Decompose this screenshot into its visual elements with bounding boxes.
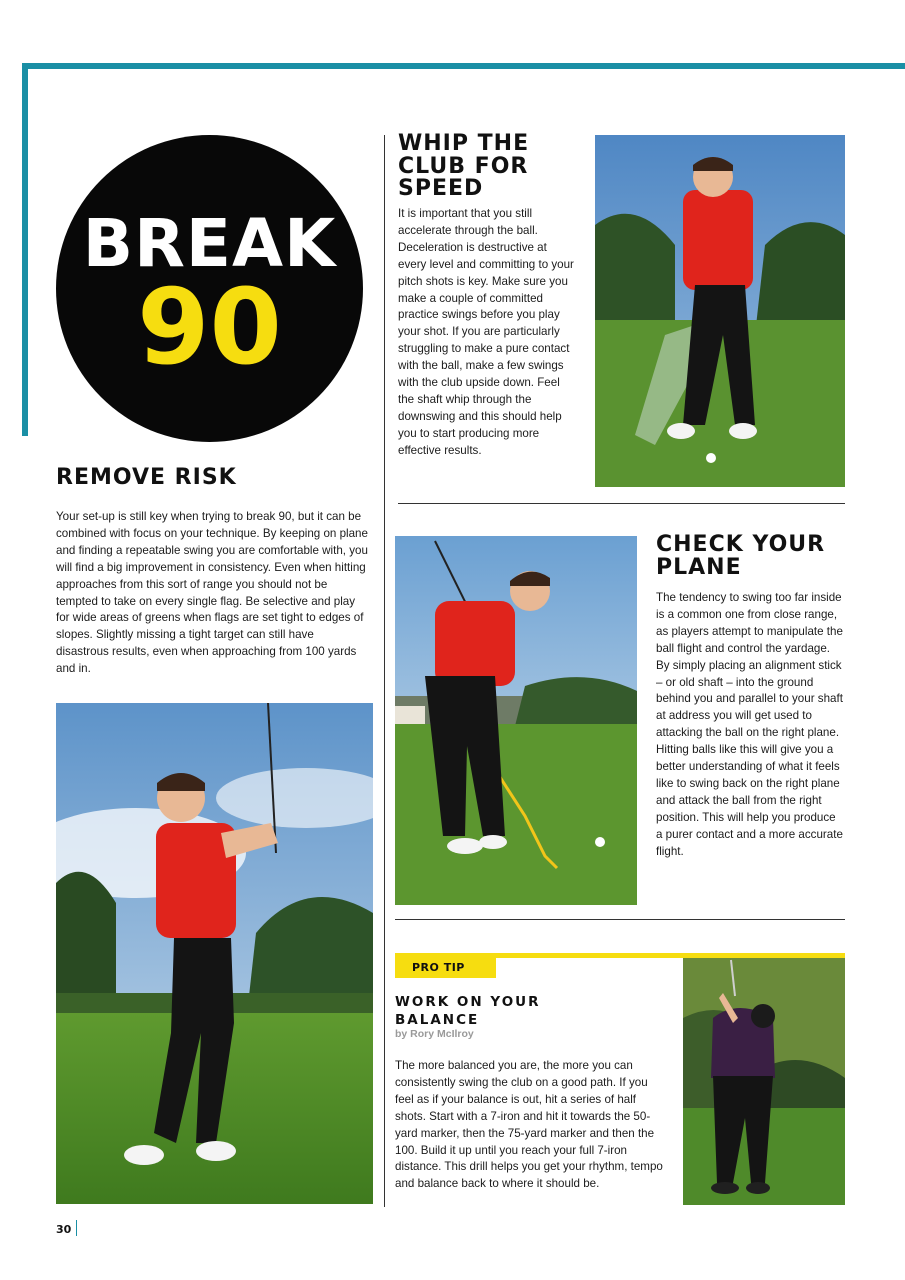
check-plane-body: The tendency to swing too far inside is a common one from close range, as players attempt to manipulate the ball flight and control the yardage. By simply placing an alignment stick – or old shaft – into the ground behind you and parallel to your shaft at address you will get used to attacking the ball on the right plane. Hitting balls like this will give you a better understanding of what it feels like to swing back on the right plane and attack the ball from the right position. This will help you produce a purer contact and a more accurate flight. — [656, 591, 843, 858]
break-90-badge — [56, 135, 363, 442]
pro-tip-tag: PRO TIP — [395, 957, 496, 978]
section-divider — [395, 919, 845, 920]
pro-golfer-photo — [683, 958, 845, 1205]
teal-top-rule — [22, 63, 905, 69]
page-number-bar — [76, 1220, 77, 1236]
remove-risk-body: Your set-up is still key when trying to break 90, but it can be combined with focus on your technique. By keeping on plane and finding a repeatable swing you are comfortable with, you will find a big improvement in consistency. Even when hitting approaches from this sort of range you should not be tempted to take on every single flag. Be selective and play for wide areas of greens when flags are set tight to edges of slopes. Slightly missing a tight target can still have disastrous results, even when approaching from 100 yards and in. — [56, 510, 368, 676]
alignment-stick-photo — [395, 536, 637, 905]
pro-tip-heading-line: WORK ON YOUR — [395, 994, 541, 1010]
remove-risk-heading: REMOVE RISK — [56, 465, 237, 490]
pro-tip-byline: by Rory McIlroy — [395, 1028, 474, 1040]
check-plane-heading — [656, 534, 825, 579]
whip-heading-line: WHIP THE — [398, 131, 530, 156]
badge-90-text: 90 — [137, 266, 282, 388]
section-divider — [398, 503, 845, 504]
whip-body: It is important that you still accelerate through the ball. Deceleration is destructive at every level and committing to your pitch shots is key. Make sure you make a couple of committed practice swings before you play your shot. If you are particularly struggling to make a pure contact with the ball, make a few swings with the club upside down. Feel the shaft whip through the downswing and this should help you to start producing more effective results. — [398, 207, 574, 457]
column-divider — [384, 135, 385, 1207]
badge-break-text: BREAK — [82, 205, 337, 282]
whip-heading-line: CLUB FOR — [398, 153, 529, 179]
follow-through-photo — [56, 703, 373, 1204]
pro-tip-heading-line: BALANCE — [395, 1012, 480, 1028]
page-number: 30 — [56, 1223, 72, 1236]
downswing-photo — [595, 135, 845, 487]
pro-tip-heading — [395, 993, 541, 1029]
whip-heading — [398, 133, 529, 201]
whip-heading-line: SPEED — [398, 176, 484, 201]
check-plane-heading-line: CHECK YOUR — [656, 532, 826, 557]
teal-side-rule — [22, 63, 28, 436]
pro-tip-body: The more balanced you are, the more you can consistently swing the club on a good path. If you feel as if your balance is out, hit a series of half shots. Start with a 7-iron and hit it towards the 50-yard marker, then the 75-yard marker and then the 100. Build it up until you reach your full 7-iron distance. This drill helps you get your rhythm, tempo and balance back to where it should be. — [395, 1059, 663, 1191]
check-plane-heading-line: PLANE — [656, 554, 742, 580]
